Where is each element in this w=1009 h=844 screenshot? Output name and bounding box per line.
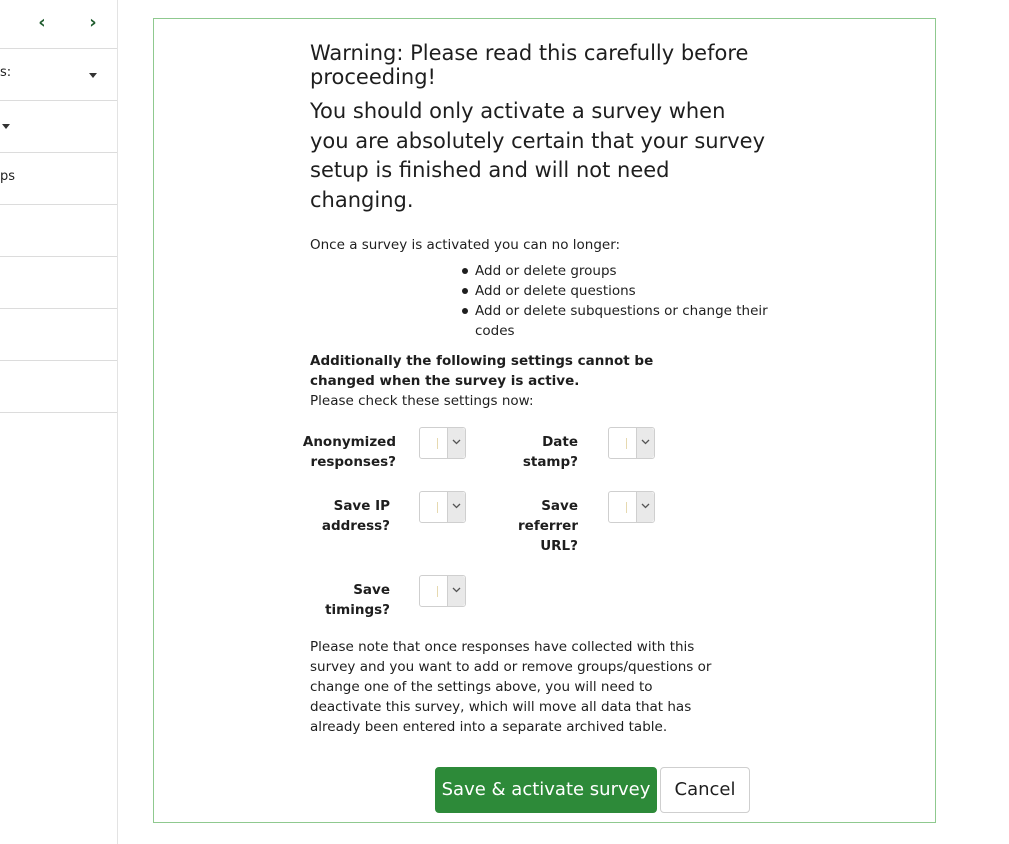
- save-timings-label: Save timings?: [325, 582, 390, 618]
- activation-panel: [153, 18, 936, 823]
- restrictions-list: [310, 261, 770, 341]
- once-text: Once a survey is activated you can no longer:: [310, 237, 621, 253]
- save-referrer-label: Save referrer URL?: [518, 498, 578, 554]
- additionally-text: Additionally the following settings cannot be changed when the survey is active.: [310, 353, 654, 389]
- sidebar-item-label: ps: [0, 169, 16, 184]
- chevron-down-icon: [452, 439, 461, 445]
- date-stamp-label: Date stamp?: [522, 434, 578, 470]
- caret-down-icon: [89, 73, 97, 78]
- sidebar-item-4[interactable]: [0, 205, 117, 257]
- check-text: Please check these settings now:: [310, 393, 534, 409]
- chevron-left-icon[interactable]: ‹: [38, 12, 46, 33]
- save-ip-select[interactable]: [419, 491, 466, 523]
- deactivate-note: Please note that once responses have collected with this survey and you want to add or remove groups/questions or change one of the settings above, you will need to deactivate this survey, which will move all data that has already been entered into a separate archived table.: [310, 639, 712, 735]
- warning-subtitle: You should only activate a survey when you are absolutely certain that your survey setup is finished and will not need changing.: [310, 99, 766, 212]
- save-ip-label: Save IP address?: [321, 498, 390, 534]
- sidebar-item-3[interactable]: [0, 153, 117, 205]
- anonymized-label: Anonymized responses?: [302, 434, 396, 470]
- list-item: Add or delete questions: [475, 281, 770, 301]
- date-stamp-select[interactable]: [608, 427, 655, 459]
- sidebar-item-2[interactable]: [0, 101, 117, 153]
- sidebar: [0, 0, 118, 844]
- save-activate-button[interactable]: Save & activate survey: [435, 767, 657, 813]
- sidebar-nav: [0, 0, 117, 49]
- sidebar-item-6[interactable]: [0, 309, 117, 361]
- activation-content: [310, 41, 770, 411]
- save-timings-select[interactable]: [419, 575, 466, 607]
- sidebar-item-label: s:: [0, 65, 12, 80]
- cancel-button[interactable]: Cancel: [660, 767, 750, 813]
- save-referrer-select[interactable]: [608, 491, 655, 523]
- list-item: Add or delete groups: [475, 261, 770, 281]
- chevron-down-icon: [641, 439, 650, 445]
- list-item: Add or delete subquestions or change their codes: [475, 301, 770, 341]
- sidebar-item-1[interactable]: [0, 49, 117, 101]
- chevron-down-icon: [452, 503, 461, 509]
- sidebar-item-5[interactable]: [0, 257, 117, 309]
- chevron-down-icon: [452, 587, 461, 593]
- chevron-right-icon[interactable]: ›: [89, 12, 97, 33]
- caret-down-icon: [2, 124, 10, 129]
- chevron-down-icon: [641, 503, 650, 509]
- sidebar-item-7[interactable]: [0, 361, 117, 413]
- warning-title: Warning: Please read this carefully before proceeding!: [310, 41, 749, 89]
- anonymized-select[interactable]: [419, 427, 466, 459]
